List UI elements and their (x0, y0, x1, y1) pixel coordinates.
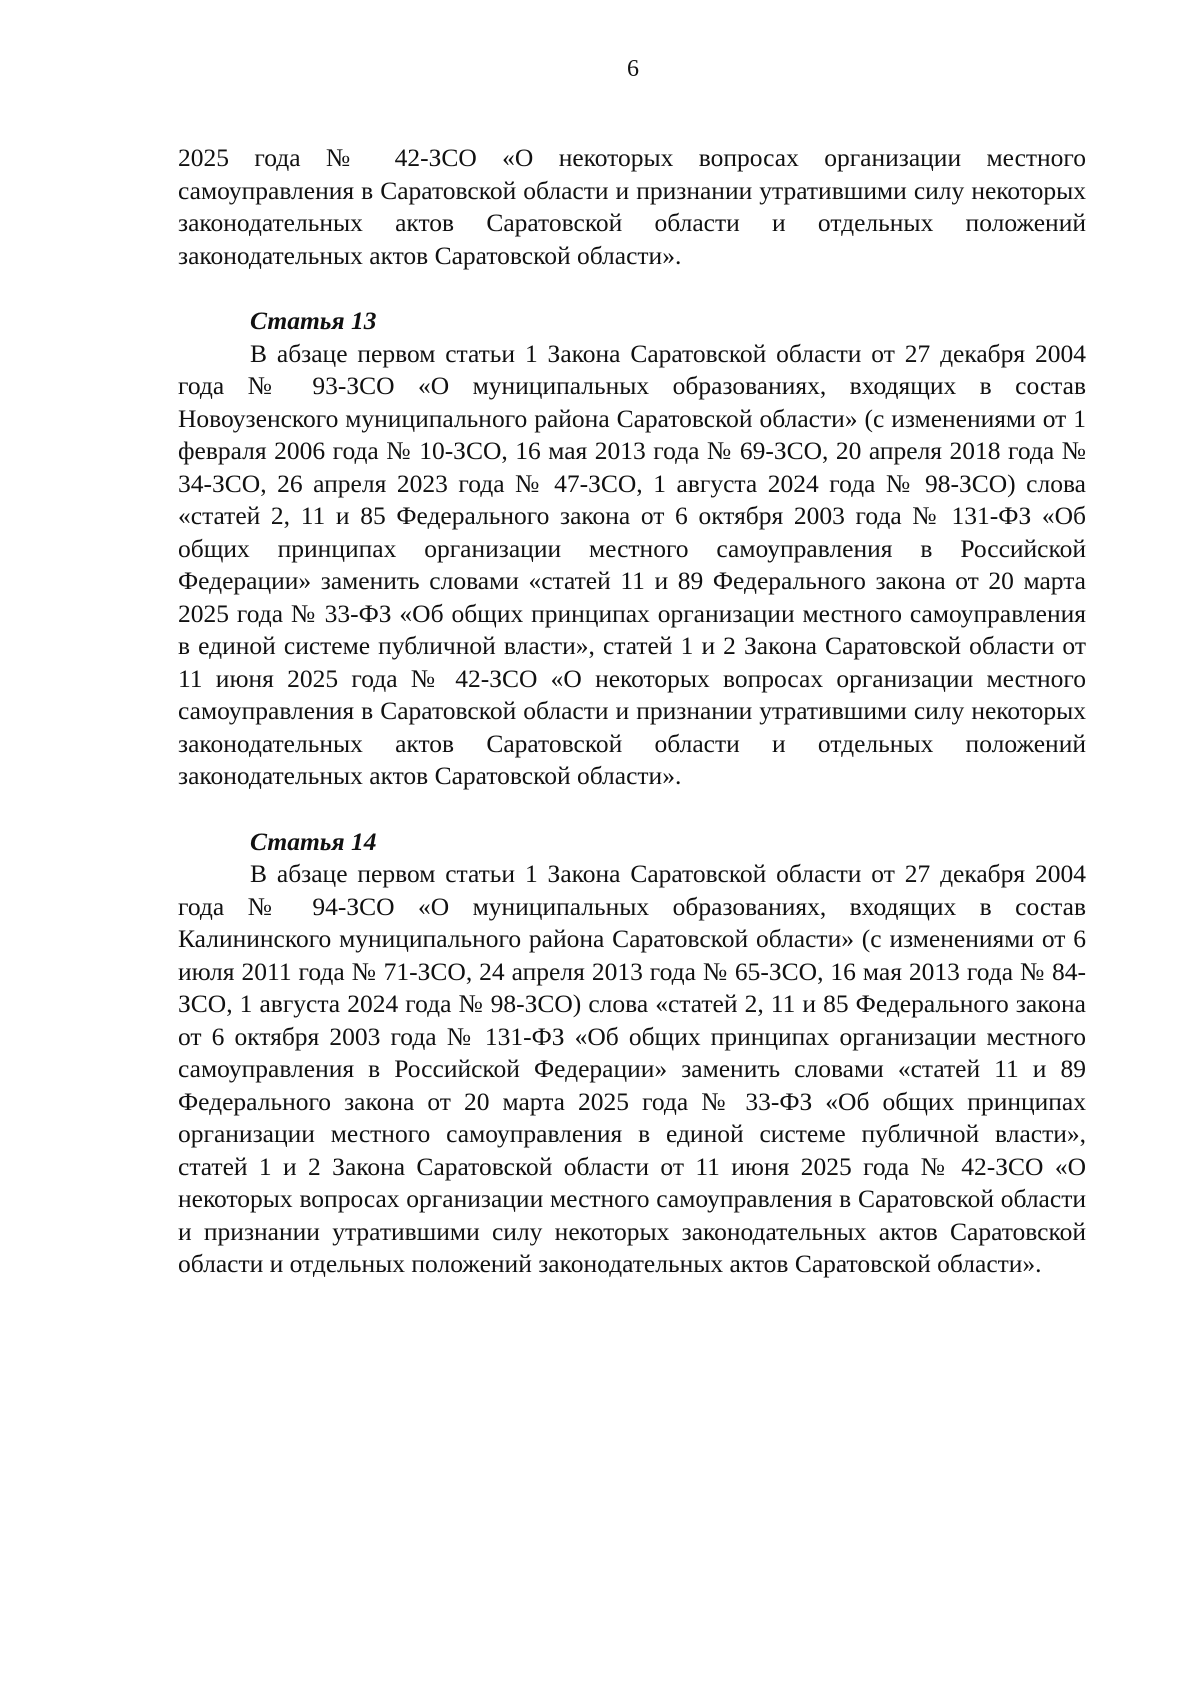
article-14-text: В абзаце первом статьи 1 Закона Саратовской области от 27 декабря 2004 года № 94-ЗСО «О муниципальных образованиях, входящих в состав Калининского муниципального района Саратовской области» (с изменениями от 6 июля 2011 года № 71-ЗСО, 24 апреля 2013 года № 65-ЗСО, 16 мая 2013 года № 84-ЗСО, 1 августа 2024 года № 98-ЗСО) слова «статей 2, 11 и 85 Федерального закона от 6 октября 2003 года № 131-ФЗ «Об общих принципах организации местного самоуправления в Российской Федерации» заменить словами «статей 11 и 89 Федерального закона от 20 марта 2025 года № 33-ФЗ «Об общих принципах организации местного самоуправления в единой системе публичной власти», статей 1 и 2 Закона Саратовской области от 11 июня 2025 года № 42-ЗСО «О некоторых вопросах организации местного самоуправления в Саратовской области и признании утратившими силу некоторых законодательных актов Саратовской области и отдельных положений законодательных актов Саратовской области». (178, 859, 1086, 1278)
intro-paragraph: 2025 года № 42-ЗСО «О некоторых вопросах организации местного самоуправления в Саратовской области и признании утратившими силу некоторых законодательных актов Саратовской области и отдельных положений законодательных актов Саратовской области». (178, 143, 1086, 270)
article-13-heading: Статья 13 (250, 306, 377, 335)
document-body (178, 142, 1086, 1281)
page-number: 6 (627, 56, 639, 82)
article-13-text: В абзаце первом статьи 1 Закона Саратовской области от 27 декабря 2004 года № 93-ЗСО «О муниципальных образованиях, входящих в состав Новоузенского муниципального района Саратовской области» (с изменениями от 1 февраля 2006 года № 10-ЗСО, 16 мая 2013 года № 69-ЗСО, 20 апреля 2018 года № 34-ЗСО, 26 апреля 2023 года № 47-ЗСО, 1 августа 2024 года № 98-ЗСО) слова «статей 2, 11 и 85 Федерального закона от 6 октября 2003 года № 131-ФЗ «Об общих принципах организации местного самоуправления в Российской Федерации» заменить словами «статей 11 и 89 Федерального закона от 20 марта 2025 года № 33-ФЗ «Об общих принципах организации местного самоуправления в единой системе публичной власти», статей 1 и 2 Закона Саратовской области от 11 июня 2025 года № 42-ЗСО «О некоторых вопросах организации местного самоуправления в Саратовской области и признании утратившими силу некоторых законодательных актов Саратовской области и отдельных положений законодательных актов Саратовской области». (178, 338, 1086, 790)
article-14-heading: Статья 14 (250, 826, 377, 856)
